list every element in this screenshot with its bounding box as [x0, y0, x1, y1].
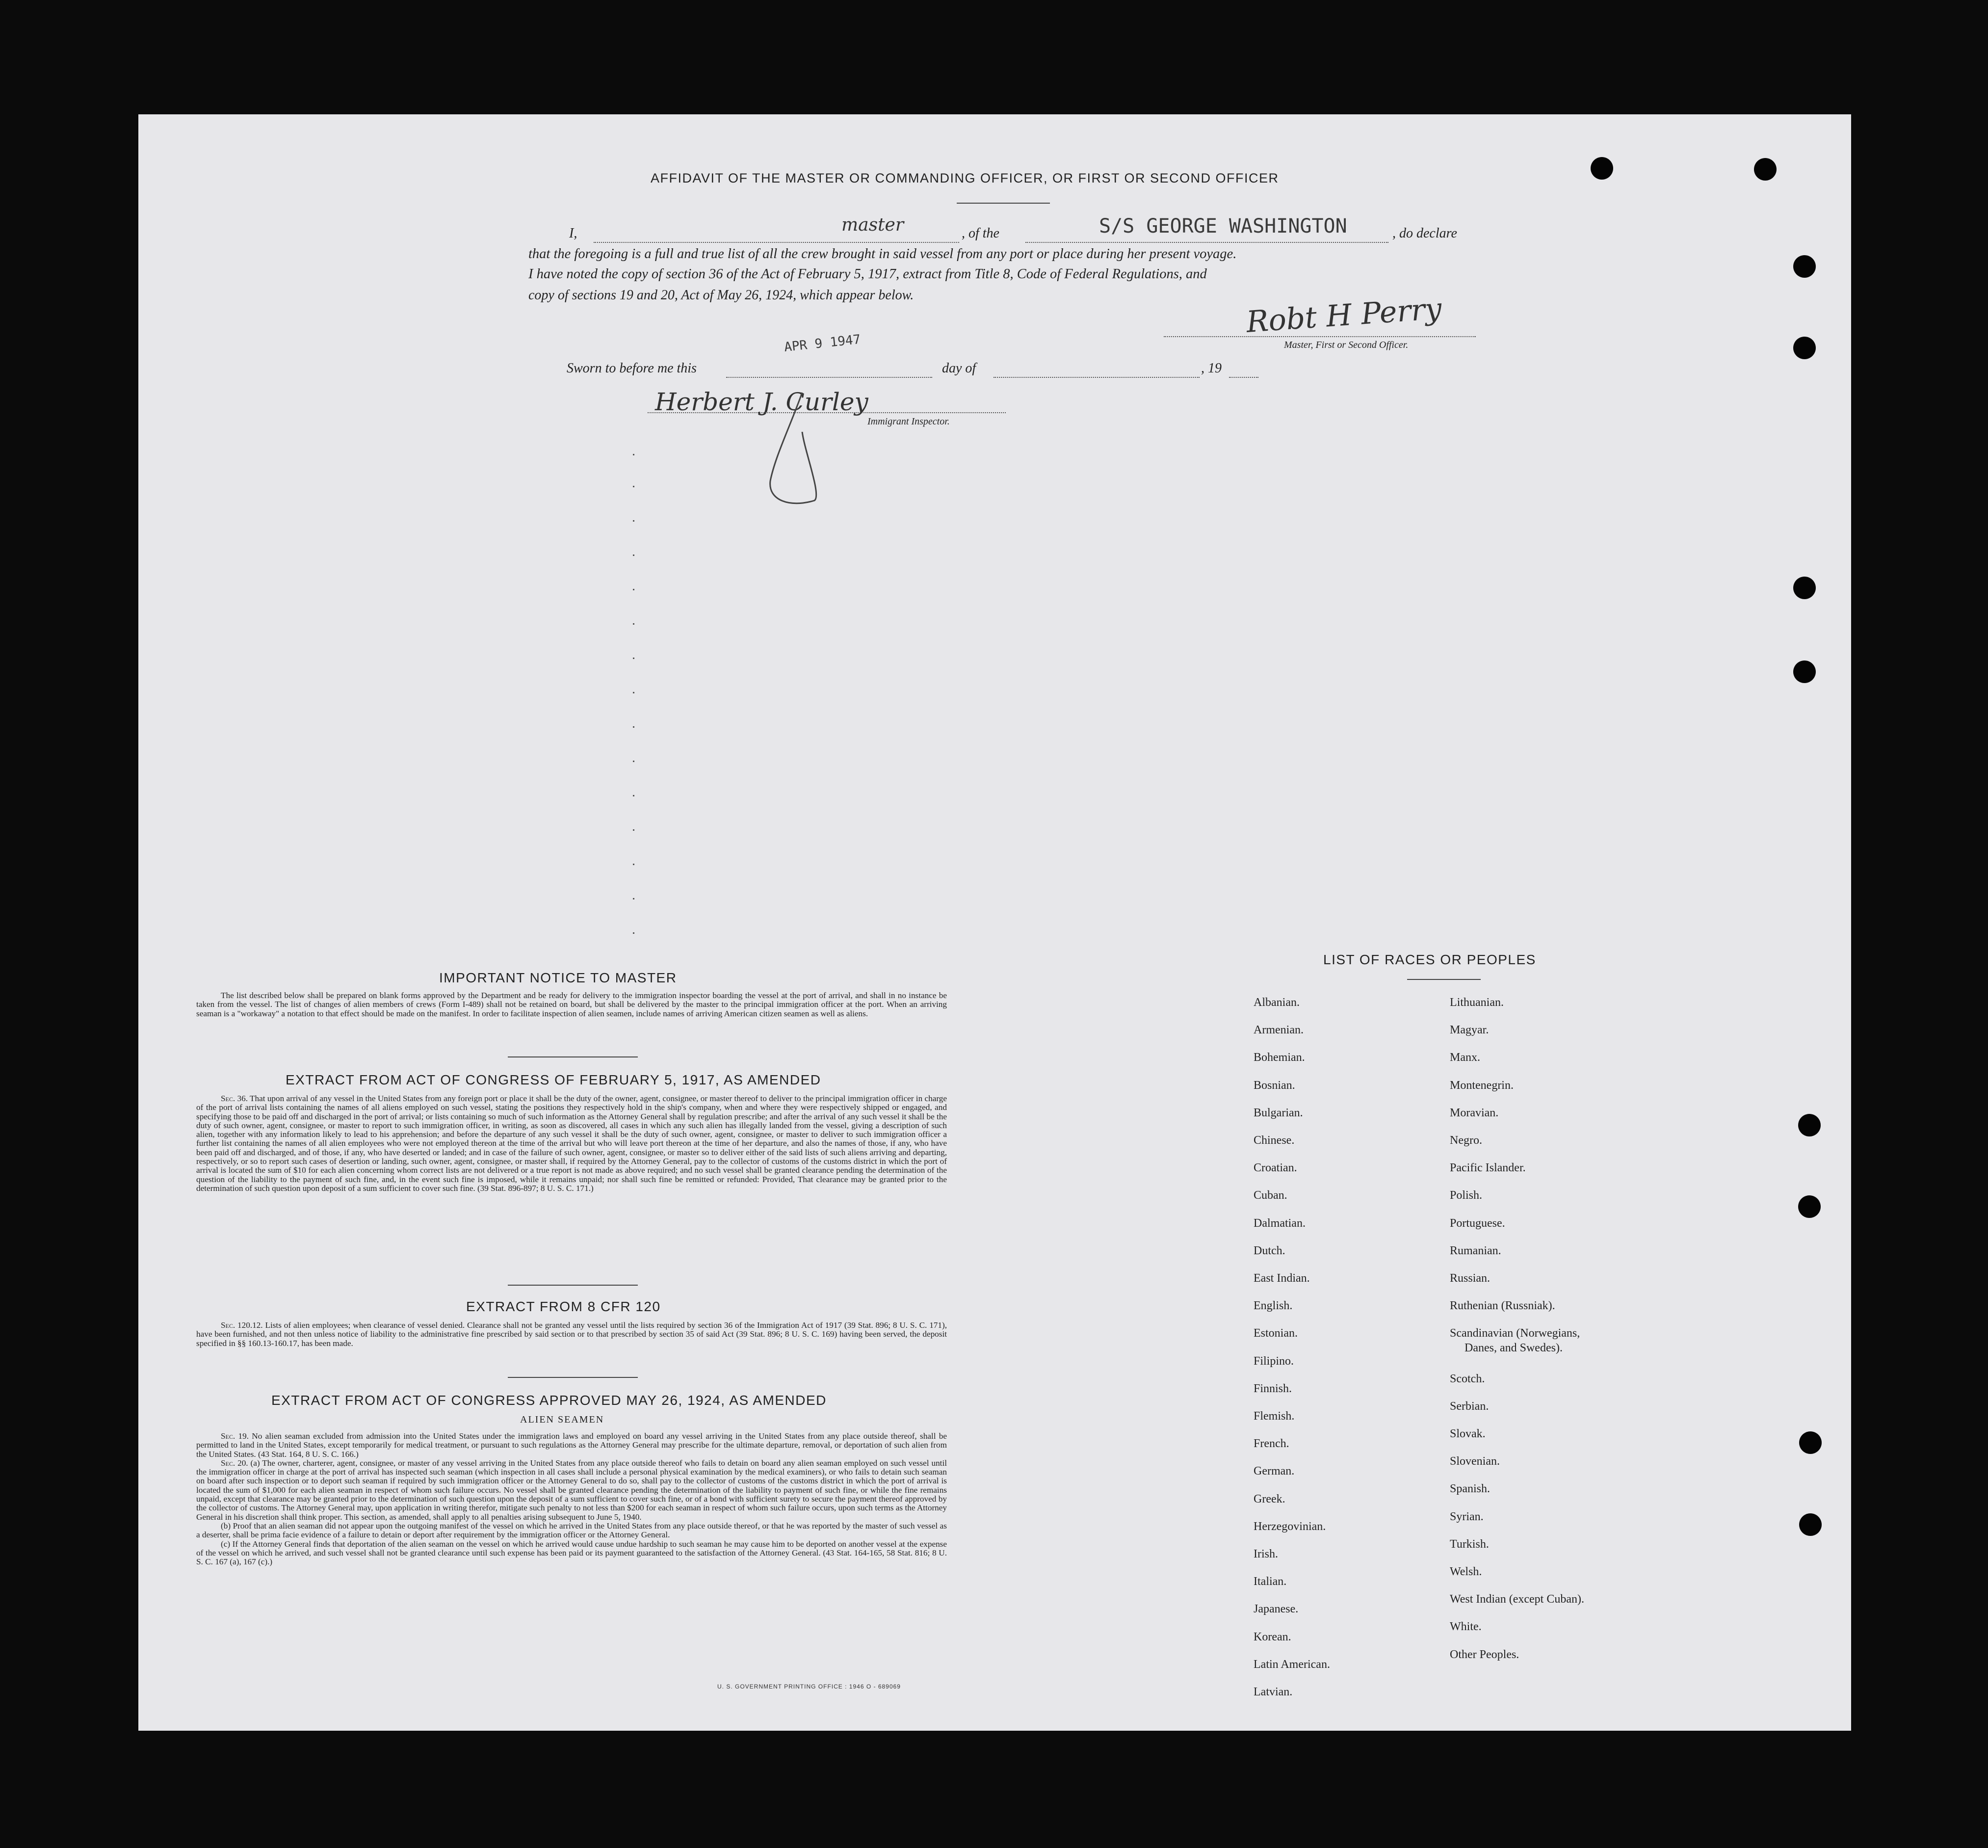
- section-divider: [508, 1377, 638, 1378]
- section-label: Sec. 36.: [221, 1094, 248, 1103]
- declaration-line-3: I have noted the copy of section 36 of the Act of February 5, 1917, extract from Title 8, Code of Federal Regulations, and: [528, 266, 1207, 282]
- race-item: Russian.: [1450, 1272, 1491, 1285]
- extract-1924-text: [196, 1432, 947, 1566]
- race-item: Estonian.: [1254, 1327, 1298, 1340]
- race-item: Irish.: [1254, 1548, 1278, 1560]
- races-divider: [1407, 979, 1481, 980]
- alien-seamen-subtitle: ALIEN SEAMEN: [520, 1414, 604, 1425]
- race-item: Korean.: [1254, 1630, 1291, 1643]
- race-item: Serbian.: [1450, 1399, 1489, 1413]
- punch-hole: [1798, 1195, 1821, 1218]
- race-item: Italian.: [1254, 1575, 1287, 1588]
- race-item: Finnish.: [1254, 1382, 1292, 1395]
- inspector-signature-flourish: [756, 383, 863, 515]
- race-item: Filipino.: [1254, 1354, 1294, 1368]
- race-item: German.: [1254, 1465, 1295, 1478]
- race-item: French.: [1254, 1437, 1289, 1451]
- race-item: Bohemian.: [1254, 1051, 1305, 1064]
- race-item: Spanish.: [1450, 1482, 1491, 1496]
- master-signature: Robt H Perry: [1245, 291, 1443, 340]
- race-item: Lithuanian.: [1450, 996, 1504, 1009]
- race-item: East Indian.: [1254, 1272, 1310, 1285]
- race-item: Rumanian.: [1450, 1244, 1501, 1257]
- race-item: Herzegovinian.: [1254, 1520, 1326, 1533]
- extract-1917-title: EXTRACT FROM ACT OF CONGRESS OF FEBRUARY 5, 1917, AS AMENDED: [286, 1072, 821, 1087]
- race-item: Turkish.: [1450, 1537, 1489, 1551]
- inspector-signature: Herbert J. Curley: [655, 388, 868, 416]
- race-item: Moravian.: [1450, 1106, 1499, 1119]
- race-item: Negro.: [1450, 1134, 1482, 1147]
- race-item: Flemish.: [1254, 1410, 1295, 1423]
- affidavit-title: AFFIDAVIT OF THE MASTER OR COMMANDING OFFICER, OR FIRST OR SECOND OFFICER: [651, 171, 1279, 185]
- inspector-caption: Immigrant Inspector.: [867, 416, 950, 427]
- race-item: Dalmatian.: [1254, 1216, 1306, 1230]
- race-item: Slovenian.: [1450, 1455, 1500, 1468]
- inspector-signature-line: [648, 412, 1006, 413]
- title-divider: [957, 203, 1050, 204]
- section-19-text: No alien seaman excluded from admission into the United States under the immigration laws and employed on board any vessel arriving in the United States from any place outside thereof, shall be permitted to land in the United States, except temporarily for medical treatment, or pursuant to such regulations as the Attorney General may prescribe for the ultimate departure, removal, or deportation of such alien from the United States. (43 Stat. 164, 8 U. S. C. 166.): [196, 1431, 947, 1459]
- section-label: Sec. 20.: [221, 1458, 248, 1468]
- race-item: Danes, and Swedes).: [1465, 1342, 1563, 1355]
- punch-hole: [1793, 255, 1816, 278]
- sworn-month-line: [994, 377, 1200, 378]
- extract-cfr-text: [196, 1321, 947, 1348]
- section-36-text: That upon arrival of any vessel in the United States from any foreign port or place it shall be the duty of the owner, agent, consignee, or master thereof to deliver to the principal immigration officer in charge of the port of arrival lists containing the names of all aliens employed on such vessel, stating the positions they respectively hold in the ship's company, when and where they were respectively shipped or engaged, and specifying those to be paid off and discharged in the port of arrival; or lists containing so much of such information as the Attorney General shall by regulation prescribe; and after the arrival of any such vessel it shall be the duty of such owner, agent, consignee, or master to report to such immigration officer, in writing, as soon as discovered, all cases in which any such alien has illegally landed from the vessel, giving a description of such alien, together with any information likely to lead to his apprehension; and before the departure of any such vessel it shall be the duty of such owner, agent, consignee, or master to deliver to such immigration officer a further list containing the names of all alien employees who were not employed thereon at the time of the arrival but who will leave port thereon at the time of her departure, and also the names of those, if any, who have been paid off and discharged, and of those, if any, who have deserted or landed; and in case of the failure of such owner, agent, consignee, or master so to deliver either of the said lists of such aliens arriving and departing, respectively, or so to report such cases of desertion or landing, such owner, agent, consignee, or master shall, if required by the Attorney General, pay to the collector of customs of the customs district in which the port of arrival is located the sum of $10 for each alien concerning whom correct lists are not delivered or a true report is not made as above required; and no such vessel shall be granted clearance pending the determination of the question of the liability to the payment of such fine, and, in the event such fine is imposed, while it remains unpaid; nor shall such fine be remitted or refunded: Provided, That clearance may be granted prior to the determination of such question upon deposit of a sum sufficient to cover such fine. (39 Stat. 896-897; 8 U. S. C. 171.): [196, 1094, 947, 1193]
- race-item: Polish.: [1450, 1189, 1483, 1202]
- punch-hole: [1591, 157, 1613, 180]
- race-item: West Indian (except Cuban).: [1450, 1593, 1584, 1606]
- declaration-suffix: , do declare: [1392, 226, 1457, 241]
- punch-hole: [1793, 660, 1816, 683]
- vessel-field-line: [1025, 242, 1388, 243]
- sworn-year-line: [1229, 377, 1258, 378]
- section-divider: [508, 1285, 638, 1286]
- notice-paragraph: The list described below shall be prepared on blank forms approved by the Department and be ready for delivery to the immigration inspector boarding the vessel at the port of arrival, and shall in no instance be taken from the vessel. The list of changes of alien members of crews (Form I-489) shall not be retained on board, but shall be delivered by the master to the principal immigration officer at the port. When an arriving seaman is a "workaway" a notation to that effect should be made on the manifest. In order to facilitate inspection of alien seamen, include names of arriving American citizen seamen as well as aliens.: [196, 991, 947, 1018]
- race-item: White.: [1450, 1620, 1482, 1634]
- race-item: Welsh.: [1450, 1565, 1482, 1578]
- race-item: Manx.: [1450, 1051, 1480, 1064]
- signature-line: [1164, 336, 1476, 337]
- race-item: English.: [1254, 1299, 1293, 1313]
- punch-hole: [1799, 1431, 1822, 1454]
- extract-cfr-title: EXTRACT FROM 8 CFR 120: [466, 1299, 661, 1314]
- master-signature-caption: Master, First or Second Officer.: [1284, 340, 1409, 350]
- vessel-name-stamp: S/S GEORGE WASHINGTON: [1099, 215, 1347, 238]
- rank-filled-value: master: [841, 215, 904, 235]
- race-item: Albanian.: [1254, 996, 1300, 1009]
- declaration-of-the: , of the: [962, 226, 999, 241]
- race-item: Latin American.: [1254, 1658, 1330, 1671]
- section-20b-text: (b) Proof that an alien seaman did not appear upon the outgoing manifest of the vessel on which he arrived in the United States from any place outside thereof, or that he was reported by the master of such vessel as a deserter, shall be prima facie evidence of a failure to detain or deport after requirement by the immigration officer or the Attorney General.: [196, 1521, 947, 1540]
- sworn-date-stamp: APR 9 1947: [783, 332, 862, 355]
- race-item: Japanese.: [1254, 1603, 1299, 1616]
- races-title: LIST OF RACES OR PEOPLES: [1323, 952, 1536, 967]
- race-item: Bosnian.: [1254, 1079, 1295, 1092]
- section-divider: [508, 1056, 638, 1057]
- race-item: Portuguese.: [1450, 1216, 1505, 1230]
- sworn-year-prefix: , 19: [1201, 361, 1222, 376]
- printer-imprint: U. S. GOVERNMENT PRINTING OFFICE : 1946 O - 689069: [717, 1683, 901, 1690]
- race-item: Croatian.: [1254, 1162, 1297, 1175]
- sworn-prefix: Sworn to before me this: [567, 361, 697, 376]
- section-label: Sec. 19.: [221, 1431, 249, 1441]
- punch-hole: [1754, 158, 1777, 181]
- declaration-prefix: I,: [569, 226, 577, 241]
- race-item: Montenegrin.: [1450, 1079, 1514, 1092]
- punch-hole: [1793, 577, 1816, 599]
- race-item: Latvian.: [1254, 1686, 1293, 1698]
- race-item: Armenian.: [1254, 1024, 1304, 1037]
- race-item: Slovak.: [1450, 1427, 1486, 1440]
- sworn-day-line: [726, 377, 932, 378]
- race-item: Scotch.: [1450, 1372, 1485, 1385]
- race-item: Other Peoples.: [1450, 1648, 1519, 1661]
- race-item: Scandinavian (Norwegians,: [1450, 1327, 1580, 1340]
- extract-1917-text: [196, 1094, 947, 1193]
- race-item: Dutch.: [1254, 1244, 1285, 1257]
- punch-hole: [1798, 1114, 1821, 1136]
- notice-title: IMPORTANT NOTICE TO MASTER: [439, 970, 677, 985]
- race-item: Magyar.: [1450, 1024, 1489, 1037]
- extract-1924-title: EXTRACT FROM ACT OF CONGRESS APPROVED MAY 26, 1924, AS AMENDED: [271, 1393, 827, 1408]
- section-20c-text: (c) If the Attorney General finds that deportation of the alien seaman on the vessel on which he arrived would cause undue hardship to such seaman he may cause him to be deported on another vessel at the expense of the vessel on which he arrived, and such vessel shall not be granted clearance until such expense has been paid or its payment guaranteed to the satisfaction of the Attorney General. (43 Stat. 164-165, 58 Stat. 816; 8 U. S. C. 167 (a), 167 (c).): [196, 1539, 947, 1567]
- punch-hole: [1793, 337, 1816, 359]
- section-20a-text: (a) The owner, charterer, agent, consignee, or master of any vessel arriving in the United States from any place outside thereof who fails to detain on board any alien seaman employed on such vessel until the immigration officer in charge at the port of arrival has inspected such seaman (which inspection in all cases shall include a personal physical examination by the medical examiners), or who fails to detain such seaman on board after such inspection or to deport such seaman if required by such immigration officer or the Attorney General to do so, shall pay to the collector of customs of the customs district in which the port of arrival is located the sum of $1,000 for each alien seaman in respect of whom such failure occurs. No vessel shall be granted clearance pending the determination of the liability to payment of such fine, or while the fine remains unpaid, except that clearance may be granted prior to the determination of such question upon the deposit of a sum sufficient to cover such fine, or of a bond with sufficient surety to secure the payment thereof approved by the collector of customs. The Attorney General may, upon application in writing therefor, mitigate such penalty to not less than $200 for each seaman in respect of whom such failure occurs, upon such terms as the Attorney General in his discretion shall think proper. This section, as amended, shall apply to all penalties arising subsequent to June 5, 1940.: [196, 1458, 947, 1522]
- declaration-line-2: that the foregoing is a full and true list of all the crew brought in said vessel from any port or place during her present voyage.: [528, 246, 1237, 262]
- punch-hole: [1799, 1513, 1822, 1536]
- section-120-12-text: Lists of alien employees; when clearance of vessel denied. Clearance shall not be granted any vessel until the lists required by section 36 of the Immigration Act of 1917 (39 Stat. 896; 8 U. S. C. 171), have been furnished, and not then unless notice of liability to the administrative fine prescribed by said section or to that prescribed by section 35 of said Act (39 Stat. 896; 8 U. S. C. 169) having been served, the deposit specified in §§ 160.13-160.17, has been made.: [196, 1320, 947, 1348]
- race-item: Bulgarian.: [1254, 1106, 1303, 1119]
- declaration-line-4: copy of sections 19 and 20, Act of May 26, 1924, which appear below.: [528, 288, 914, 303]
- race-item: Cuban.: [1254, 1189, 1287, 1202]
- rank-field-line: [594, 242, 959, 243]
- race-item: Pacific Islander.: [1450, 1162, 1526, 1175]
- race-item: Greek.: [1254, 1492, 1285, 1505]
- race-item: Chinese.: [1254, 1134, 1295, 1147]
- sworn-day-of: day of: [942, 361, 976, 376]
- notice-text: [196, 991, 947, 1018]
- race-item: Ruthenian (Russniak).: [1450, 1299, 1555, 1313]
- section-label: Sec. 120.12.: [221, 1320, 263, 1330]
- race-item: Syrian.: [1450, 1510, 1484, 1523]
